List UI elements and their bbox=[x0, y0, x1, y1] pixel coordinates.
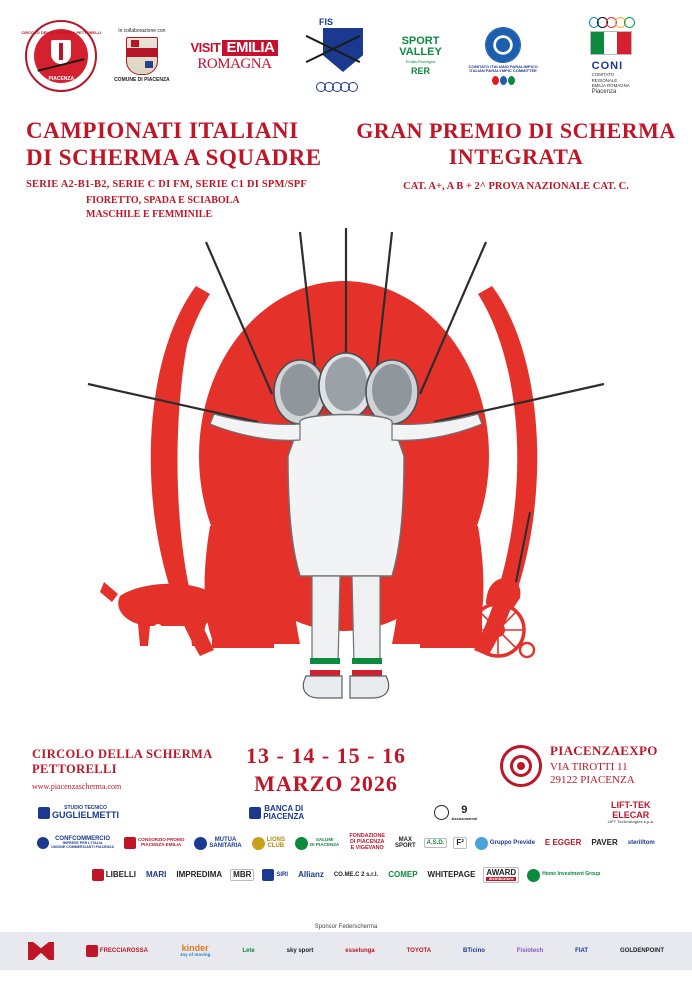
lifttek-line2: ELECAR bbox=[612, 809, 650, 820]
logo-comitato-italiano-paralimpico bbox=[466, 27, 540, 85]
title-left-group bbox=[26, 118, 356, 221]
lifttek-line3: LIFT Technologies s.p.a. bbox=[607, 819, 654, 825]
siri-line1: SIRI bbox=[276, 871, 289, 878]
fondazione-line3: E VIGEVANO bbox=[350, 844, 384, 851]
bticino-line1: BTicino bbox=[463, 947, 485, 954]
sponsor-block bbox=[0, 800, 692, 928]
libelli-line1: LIBELLI bbox=[105, 869, 136, 879]
allianz-line1: Allianz bbox=[298, 869, 324, 879]
cip-mark-icon bbox=[485, 27, 521, 63]
sponsor-nove-assicurazioni bbox=[432, 804, 479, 822]
sponsor-scudo bbox=[424, 838, 448, 848]
agitos-icon bbox=[492, 76, 515, 85]
title-left-line2: DI SCHERMA A SQUADRE bbox=[26, 144, 322, 170]
italy-flag-icon bbox=[590, 31, 632, 55]
lete-line1: Lete bbox=[242, 947, 255, 954]
guglielmetti-line1: STUDIO TECNICO bbox=[64, 804, 107, 811]
egger-line1: E EGGER bbox=[544, 837, 582, 847]
olympic-rings-icon bbox=[316, 82, 356, 92]
coni-sub3: EMILIA ROMAGNA bbox=[591, 83, 630, 89]
salumi-line1: SALUMI bbox=[315, 837, 334, 843]
federscherma-sponsor-label: Sponsor Federscherma bbox=[314, 924, 378, 930]
sponsor-fiat bbox=[573, 947, 590, 955]
sponsor-consorzio-promo bbox=[122, 836, 186, 850]
sponsor-studio-tecnico-guglielmetti bbox=[36, 805, 121, 822]
kappa-icon bbox=[28, 942, 54, 960]
comec-line1: CO.ME.C 2 s.r.l. bbox=[333, 871, 379, 878]
comune-crest-icon bbox=[126, 37, 158, 75]
organizer-info bbox=[32, 747, 213, 791]
fencing-illustration bbox=[0, 226, 692, 726]
circolo-logo-bottom-text: PIACENZA bbox=[48, 75, 75, 82]
paver-line1: PAVER bbox=[591, 837, 618, 847]
poster-artwork bbox=[0, 226, 692, 726]
consorzio-line1: CONSORZIO PROMO bbox=[137, 837, 185, 843]
sponsor-banca-di-piacenza bbox=[247, 804, 306, 823]
award-line1: AWARD bbox=[486, 867, 517, 877]
consorzio-line2: PIACENZA EMILIA bbox=[141, 842, 182, 847]
banca-icon bbox=[249, 807, 261, 819]
lions-line1: LIONS bbox=[266, 836, 285, 843]
fondazione-line1: FONDAZIONE bbox=[349, 833, 385, 840]
skysport-line1: sky sport bbox=[286, 947, 314, 954]
sponsor-mbr bbox=[230, 869, 254, 881]
sponsor-max-sport bbox=[393, 836, 418, 851]
confcommercio-line2: IMPRESE PER L'ITALIA bbox=[62, 841, 103, 846]
sponsor-lift-tek-elecar bbox=[606, 800, 656, 825]
title-left-sub2-line1: FIORETTO, SPADA E SCIABOLA bbox=[86, 195, 240, 207]
logo-circolo-scherma-pettorelli bbox=[21, 20, 102, 92]
title-right-line1: GRAN PREMIO DI SCHERMA bbox=[356, 118, 676, 143]
event-dates bbox=[246, 743, 406, 797]
nove-line2: Assicurazioni bbox=[451, 815, 478, 821]
sponsor-bticino bbox=[461, 947, 487, 955]
kinder-line2: Joy of moving bbox=[179, 952, 211, 958]
sponsor-row-2 bbox=[0, 826, 692, 860]
sponsor-fisiotech bbox=[515, 947, 545, 955]
crossed-swords-icon bbox=[301, 26, 367, 74]
organizer-website[interactable]: www.piacenzascherma.com bbox=[32, 782, 122, 791]
fisiotech-line1: Fisiotech bbox=[516, 947, 544, 954]
sponsor-siri bbox=[260, 868, 290, 882]
title-left-line1: CAMPIONATI ITALIANI bbox=[26, 118, 299, 143]
sponsor-row-3 bbox=[0, 860, 692, 890]
scudo-line1: A.S.D. bbox=[426, 839, 445, 846]
comep-line1: COMEP bbox=[388, 869, 418, 879]
title-block bbox=[0, 112, 692, 238]
comune-collab-label: In collaborazione con bbox=[118, 27, 166, 34]
banca-line1: BANCA DI bbox=[264, 803, 304, 813]
title-left-sub1: SERIE A2-B1-B2, SERIE C DI FM, SERIE C1 DI SPM/SPF bbox=[26, 179, 308, 191]
venue-info bbox=[500, 743, 658, 787]
event-month-year: MARZO 2026 bbox=[254, 771, 398, 796]
sponsor-f2 bbox=[453, 837, 467, 849]
sponsor-whitepage bbox=[426, 870, 478, 880]
sponsor-comec bbox=[332, 871, 380, 879]
banca-line2: PIACENZA bbox=[263, 812, 305, 821]
logo-comune-di-piacenza bbox=[112, 29, 172, 84]
sport-valley-sub: Emilia-Romagna bbox=[405, 58, 436, 64]
f2-line1: F² bbox=[456, 837, 464, 847]
mbr-line1: MBR bbox=[233, 869, 252, 879]
goldenpoint-line1: GOLDENPOINT bbox=[620, 947, 665, 954]
home-investment-icon bbox=[527, 869, 540, 882]
guglielmetti-line2: GUGLIELMETTI bbox=[52, 809, 119, 820]
mutua-icon bbox=[194, 837, 207, 850]
emilia-word: EMILIA bbox=[222, 40, 278, 56]
previde-line1: Gruppo Previde bbox=[489, 839, 535, 846]
sponsor-home-investment-group bbox=[525, 868, 602, 883]
fondazione-line2: DI PIACENZA bbox=[349, 839, 385, 846]
visit-word: VISIT bbox=[190, 39, 221, 55]
coni-title: CONI bbox=[591, 59, 624, 72]
sponsor-esselunga bbox=[343, 947, 376, 955]
sponsor-mutua-sanitaria bbox=[192, 836, 243, 851]
imprendima-line1: IMPREDIMA bbox=[176, 869, 223, 879]
confcommercio-icon bbox=[37, 837, 49, 849]
piacenzaexpo-spiral-icon bbox=[500, 745, 542, 787]
frecciarossa-icon bbox=[86, 945, 98, 957]
confcommercio-line3: UNIONE COMMERCIANTI PIACENZA bbox=[51, 845, 114, 850]
sport-valley-line2: VALLEY bbox=[399, 45, 442, 58]
salumi-line2: DI PIACENZA bbox=[309, 842, 340, 847]
federscherma-sponsor-strip bbox=[0, 932, 692, 970]
sponsor-paver bbox=[589, 838, 619, 848]
esselunga-line1: esselunga bbox=[345, 947, 375, 954]
siri-icon bbox=[262, 869, 274, 881]
header-logo-bar bbox=[0, 0, 692, 112]
fiat-line1: FIAT bbox=[575, 947, 589, 954]
confcommercio-line1: CONFCOMMERCIO bbox=[55, 836, 111, 843]
logo-sport-valley bbox=[390, 36, 452, 77]
venue-address: VIA TIROTTI 11 bbox=[550, 761, 628, 773]
logo-coni-piacenza bbox=[555, 17, 667, 95]
cip-line2: ITALIAN PARALYMPIC COMMITTEE bbox=[469, 68, 537, 73]
title-right-sub: CAT. A+, A B + 2^ PROVA NAZIONALE CAT. C. bbox=[403, 181, 629, 193]
maxsport-line1: MAX bbox=[398, 836, 412, 843]
maxsport-line2: SPORT bbox=[394, 843, 416, 849]
libelli-icon bbox=[92, 869, 104, 881]
logo-visit-emilia-romagna bbox=[186, 40, 282, 73]
organizer-line2: PETTORELLI bbox=[32, 762, 118, 776]
sponsor-gruppo-previde bbox=[473, 836, 537, 851]
title-right-group bbox=[356, 118, 676, 192]
cip-line1: COMITATO ITALIANO PARALIMPICO bbox=[468, 63, 538, 69]
mari-line1: MARI bbox=[145, 869, 167, 879]
sponsor-lete bbox=[240, 947, 256, 955]
sponsor-allianz bbox=[296, 870, 326, 880]
sponsor-kappa bbox=[26, 941, 56, 961]
coni-sub2: REGIONALE bbox=[591, 77, 618, 83]
sponsor-mari bbox=[144, 870, 168, 880]
circolo-logo-top-text: CIRCOLO DELLA SCHERMA PETTORELLI bbox=[21, 30, 102, 35]
romagna-word: ROMAGNA bbox=[197, 55, 272, 72]
sponsor-row-1 bbox=[0, 800, 692, 826]
coni-sub1: COMITATO bbox=[591, 72, 615, 78]
previde-icon bbox=[475, 837, 488, 850]
event-info-block bbox=[0, 735, 692, 797]
sponsor-salumi-di-piacenza bbox=[293, 836, 341, 851]
sterilltom-line1: sterilltom bbox=[627, 839, 655, 846]
organizer-line1: CIRCOLO DELLA SCHERMA bbox=[32, 747, 213, 761]
rer-label: RER bbox=[411, 65, 431, 76]
venue-city: 29122 PIACENZA bbox=[550, 774, 635, 786]
nove-line1: 9 bbox=[461, 804, 468, 817]
sponsor-sterilltom bbox=[626, 839, 657, 847]
event-days: 13 - 14 - 15 - 16 bbox=[246, 743, 406, 768]
lions-icon bbox=[252, 837, 265, 850]
comune-label: COMUNE DI PIACENZA bbox=[114, 77, 170, 83]
lifttek-line1: LIFT-TEK bbox=[611, 800, 651, 811]
sport-valley-line1: SPORT bbox=[401, 34, 440, 47]
sponsor-confcommercio bbox=[35, 835, 116, 851]
frecciarossa-line1: FRECCIAROSSA bbox=[99, 947, 148, 954]
sponsor-comep bbox=[386, 870, 419, 880]
consorzio-icon bbox=[124, 837, 136, 849]
kinder-line1: kinder bbox=[181, 942, 209, 953]
lions-line2: CLUB bbox=[267, 843, 285, 849]
sponsor-toyota bbox=[405, 947, 433, 955]
sponsor-fondazione-piacenza-vigevano bbox=[347, 833, 387, 852]
sponsor-goldenpoint bbox=[618, 947, 666, 955]
sponsor-kinder bbox=[178, 943, 213, 959]
fis-title: FIS bbox=[318, 17, 333, 27]
circolo-scherma-pettorelli-icon bbox=[21, 20, 102, 92]
title-right-line2: INTEGRATA bbox=[448, 143, 584, 169]
sponsor-frecciarossa bbox=[84, 944, 150, 958]
sponsor-imprendima bbox=[174, 870, 224, 880]
home-investment-line1: Home Investment Group bbox=[542, 871, 601, 878]
sponsor-libelli bbox=[90, 868, 138, 882]
nove-icon bbox=[434, 805, 449, 820]
mutua-line2: SANITARIA bbox=[209, 843, 242, 849]
mutua-line1: MUTUA bbox=[214, 836, 237, 843]
sponsor-award-distribution bbox=[483, 867, 519, 884]
venue-name: PIACENZAEXPO bbox=[550, 743, 658, 758]
coni-olympic-rings-icon bbox=[589, 17, 633, 28]
coni-city: Piacenza bbox=[591, 88, 617, 95]
sponsor-lions-club bbox=[250, 836, 287, 851]
logo-federazione-italiana-scherma bbox=[297, 18, 375, 94]
whitepage-line1: WHITEPAGE bbox=[427, 869, 476, 879]
guglielmetti-icon bbox=[38, 807, 50, 819]
toyota-line1: TOYOTA bbox=[406, 947, 432, 954]
salumi-icon bbox=[295, 837, 308, 850]
award-line2: distribuzione bbox=[486, 877, 516, 881]
sponsor-egger bbox=[543, 838, 583, 848]
title-left-sub2-line2: MASCHILE E FEMMINILE bbox=[86, 209, 213, 221]
sponsor-sky-sport bbox=[285, 947, 316, 955]
